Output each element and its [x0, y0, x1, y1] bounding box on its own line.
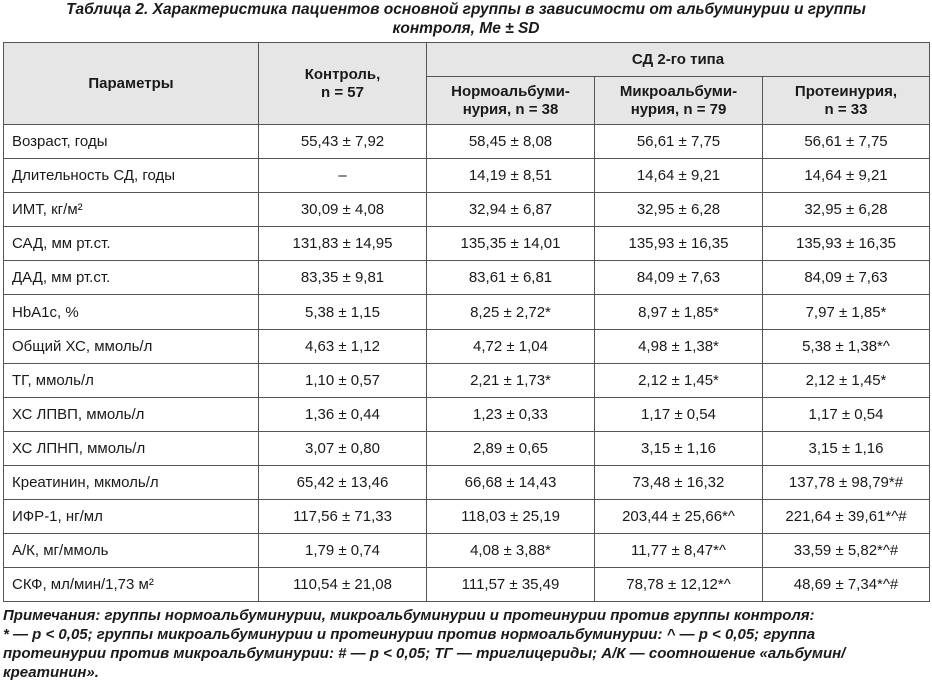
patients-table: [3, 42, 930, 602]
table-row: [4, 329, 930, 363]
row-param: ТГ, ммоль/л: [4, 363, 259, 397]
row-param: Креатинин, мкмоль/л: [4, 465, 259, 499]
row-param: ХС ЛПНП, ммоль/л: [4, 431, 259, 465]
row-param: Длительность СД, годы: [4, 159, 259, 193]
row-param: Общий ХС, ммоль/л: [4, 329, 259, 363]
row-micro: 8,97 ± 1,85*: [595, 295, 763, 329]
table-row: [4, 261, 930, 295]
row-protein: 2,12 ± 1,45*: [763, 363, 930, 397]
row-protein: 135,93 ± 16,35: [763, 227, 930, 261]
row-micro: 32,95 ± 6,28: [595, 193, 763, 227]
row-micro: 2,12 ± 1,45*: [595, 363, 763, 397]
row-normo: 58,45 ± 8,08: [427, 125, 595, 159]
row-normo: 4,72 ± 1,04: [427, 329, 595, 363]
row-micro: 14,64 ± 9,21: [595, 159, 763, 193]
row-control: 83,35 ± 9,81: [259, 261, 427, 295]
table-row: [4, 159, 930, 193]
row-protein: 5,38 ± 1,38*^: [763, 329, 930, 363]
header-micro-line-1: Микроальбуми-: [619, 82, 738, 100]
table-row: [4, 363, 930, 397]
header-normo-line-2: нурия, n = 38: [462, 100, 559, 118]
row-protein: 33,59 ± 5,82*^#: [763, 534, 930, 568]
row-param: ИФР-1, нг/мл: [4, 500, 259, 534]
row-normo: 135,35 ± 14,01: [427, 227, 595, 261]
row-micro: 4,98 ± 1,38*: [595, 329, 763, 363]
table-row: [4, 227, 930, 261]
header-params: Параметры: [4, 43, 259, 125]
notes-line-2: * — p < 0,05; группы микроальбуминурии и протеинурии против нормоальбуминурии: ^ — p < 0,05; группа: [3, 626, 816, 643]
row-normo: 4,08 ± 3,88*: [427, 534, 595, 568]
table-body: [4, 125, 930, 602]
row-control: 110,54 ± 21,08: [259, 568, 427, 602]
row-micro: 11,77 ± 8,47*^: [595, 534, 763, 568]
header-micro-line-2: нурия, n = 79: [630, 100, 727, 118]
header-protein-line-2: n = 33: [824, 100, 868, 118]
row-normo: 2,21 ± 1,73*: [427, 363, 595, 397]
row-normo: 118,03 ± 25,19: [427, 500, 595, 534]
table-row: [4, 295, 930, 329]
table-row: [4, 500, 930, 534]
row-protein: 3,15 ± 1,16: [763, 431, 930, 465]
header-normo: [427, 77, 595, 125]
row-control: 1,36 ± 0,44: [259, 397, 427, 431]
notes-line-3: протеинурии против микроальбуминурии: # — p < 0,05; ТГ — триглицериды; А/К — соотношение «альбумин/: [3, 645, 846, 662]
row-micro: 1,17 ± 0,54: [595, 397, 763, 431]
row-param: СКФ, мл/мин/1,73 м²: [4, 568, 259, 602]
row-protein: 84,09 ± 7,63: [763, 261, 930, 295]
table-row: [4, 534, 930, 568]
row-param: ХС ЛПВП, ммоль/л: [4, 397, 259, 431]
table-header: [4, 43, 930, 125]
notes-line-1: Примечания: группы нормоальбуминурии, микроальбуминурии и протеинурии против группы контроля:: [3, 607, 815, 624]
row-param: Возраст, годы: [4, 125, 259, 159]
header-normo-line-1: Нормоальбуми-: [451, 82, 570, 100]
table-row: [4, 193, 930, 227]
row-micro: 84,09 ± 7,63: [595, 261, 763, 295]
row-micro: 78,78 ± 12,12*^: [595, 568, 763, 602]
row-protein: 32,95 ± 6,28: [763, 193, 930, 227]
header-control: [259, 43, 427, 125]
row-control: 4,63 ± 1,12: [259, 329, 427, 363]
table-row: [4, 125, 930, 159]
row-micro: 135,93 ± 16,35: [595, 227, 763, 261]
row-control: 30,09 ± 4,08: [259, 193, 427, 227]
row-control: –: [259, 159, 427, 193]
table-row: [4, 465, 930, 499]
row-micro: 73,48 ± 16,32: [595, 465, 763, 499]
row-normo: 66,68 ± 14,43: [427, 465, 595, 499]
row-micro: 56,61 ± 7,75: [595, 125, 763, 159]
table-row: [4, 397, 930, 431]
table-row: [4, 431, 930, 465]
header-group-dm2: СД 2-го типа: [427, 43, 930, 77]
caption-line-2: контроля, Me ± SD: [392, 20, 540, 37]
row-param: ИМТ, кг/м²: [4, 193, 259, 227]
row-control: 131,83 ± 14,95: [259, 227, 427, 261]
row-normo: 111,57 ± 35,49: [427, 568, 595, 602]
row-protein: 221,64 ± 39,61*^#: [763, 500, 930, 534]
row-param: А/К, мг/ммоль: [4, 534, 259, 568]
row-normo: 14,19 ± 8,51: [427, 159, 595, 193]
row-normo: 32,94 ± 6,87: [427, 193, 595, 227]
row-control: 55,43 ± 7,92: [259, 125, 427, 159]
header-protein: [763, 77, 930, 125]
row-param: HbA1c, %: [4, 295, 259, 329]
row-protein: 56,61 ± 7,75: [763, 125, 930, 159]
header-protein-line-1: Протеинурия,: [794, 82, 898, 100]
row-control: 65,42 ± 13,46: [259, 465, 427, 499]
row-micro: 3,15 ± 1,16: [595, 431, 763, 465]
row-normo: 8,25 ± 2,72*: [427, 295, 595, 329]
row-control: 3,07 ± 0,80: [259, 431, 427, 465]
notes-line-4: креатинин».: [3, 664, 99, 681]
row-normo: 83,61 ± 6,81: [427, 261, 595, 295]
row-protein: 137,78 ± 98,79*#: [763, 465, 930, 499]
row-control: 5,38 ± 1,15: [259, 295, 427, 329]
table-notes: [3, 606, 931, 682]
row-param: ДАД, мм рт.ст.: [4, 261, 259, 295]
caption-line-1: Таблица 2. Характеристика пациентов основной группы в зависимости от альбуминурии и группы: [66, 1, 866, 18]
row-protein: 7,97 ± 1,85*: [763, 295, 930, 329]
row-param: САД, мм рт.ст.: [4, 227, 259, 261]
row-micro: 203,44 ± 25,66*^: [595, 500, 763, 534]
row-protein: 48,69 ± 7,34*^#: [763, 568, 930, 602]
row-control: 1,79 ± 0,74: [259, 534, 427, 568]
row-control: 1,10 ± 0,57: [259, 363, 427, 397]
table-row: [4, 568, 930, 602]
row-protein: 1,17 ± 0,54: [763, 397, 930, 431]
table-caption: [0, 0, 932, 38]
header-control-line-2: n = 57: [321, 83, 364, 101]
row-protein: 14,64 ± 9,21: [763, 159, 930, 193]
row-normo: 2,89 ± 0,65: [427, 431, 595, 465]
header-micro: [595, 77, 763, 125]
row-normo: 1,23 ± 0,33: [427, 397, 595, 431]
row-control: 117,56 ± 71,33: [259, 500, 427, 534]
header-control-line-1: Контроль,: [304, 65, 381, 83]
